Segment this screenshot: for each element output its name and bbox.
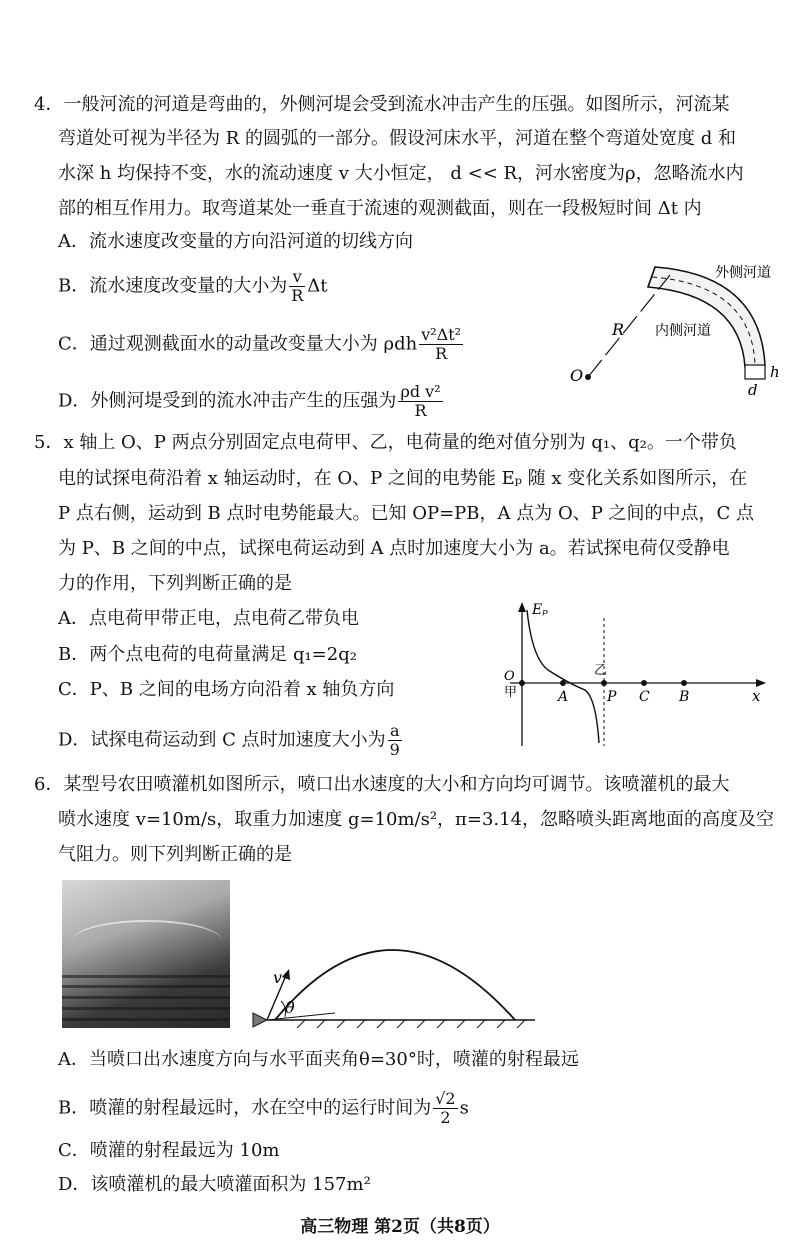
label-h: h — [770, 363, 780, 381]
numerator: a — [388, 722, 402, 741]
q5-option-c: C．P、B 之间的电场方向沿着 x 轴负方向 — [58, 679, 395, 700]
label-O: O — [504, 669, 515, 684]
q4-option-b-fraction — [289, 268, 305, 305]
denominator: 9 — [389, 740, 400, 759]
label-v: v — [273, 968, 283, 987]
label-O: O — [570, 366, 584, 385]
q5-option-b: B．两个点电荷的电荷量满足 q₁=2q₂ — [58, 644, 357, 665]
q4-option-c — [58, 326, 465, 363]
page-footer: 高三物理 第2页（共8页） — [300, 1217, 500, 1237]
q4-option-b — [58, 268, 328, 305]
label-C: C — [639, 689, 650, 705]
q6-line-3: 气阻力。则下列判断正确的是 — [58, 844, 292, 865]
q5-line-3: P 点右侧，运动到 B 点时电势能最大。已知 OP=PB，A 点为 O、P 之间的中点，C 点 — [58, 503, 755, 524]
point-A — [560, 680, 566, 686]
label-d: d — [748, 381, 758, 399]
label-outer: 外侧河道 — [715, 265, 771, 281]
q5-option-d-text: D．试探电荷运动到 C 点时加速度大小为 — [58, 729, 386, 751]
q4-option-c-text: C．通过观测截面水的动量改变量大小为 ρdh — [58, 333, 418, 355]
numerator: ρd v² — [400, 382, 441, 401]
label-R: R — [612, 320, 625, 339]
numerator: v — [289, 268, 305, 287]
q6-option-a: A．当喷口出水速度方向与水平面夹角θ=30°时，喷灌的射程最远 — [58, 1049, 579, 1070]
q4-option-d — [58, 383, 445, 420]
q4-line-2: 弯道处可视为半径为 R 的圆弧的一部分。假设河床水平，河道在整个弯道处宽度 d 和 — [58, 128, 736, 149]
point-B — [681, 680, 687, 686]
label-P: P — [607, 689, 617, 705]
q4-option-d-fraction — [398, 383, 442, 420]
denominator: R — [414, 401, 427, 420]
q4-line-1: 4．一般河流的河道是弯曲的，外侧河堤会受到流水冲击产生的压强。如图所示，河流某 — [34, 94, 730, 115]
label-yi: 乙 — [594, 663, 608, 678]
center-point — [585, 374, 591, 380]
q5-option-a: A．点电荷甲带正电，点电荷乙带负电 — [58, 608, 359, 629]
q6-option-b-text: B．喷灌的射程最远时，水在空中的运行时间为 — [58, 1097, 432, 1119]
q6-option-b — [58, 1090, 469, 1127]
denominator: R — [291, 286, 304, 305]
point-P — [601, 680, 607, 686]
label-jia: 甲 — [504, 685, 518, 700]
q5-line-2: 电的试探电荷沿着 x 轴运动时，在 O、P 之间的电势能 Eₚ 随 x 变化关系如图所示，在 — [58, 468, 748, 489]
denominator: R — [435, 344, 448, 363]
q4-option-b-text: B．流水速度改变量的大小为 — [58, 275, 288, 297]
q5-option-d-fraction — [388, 722, 402, 759]
label-theta: θ — [285, 998, 295, 1017]
label-inner: 内侧河道 — [655, 323, 711, 339]
q6-option-b-tail: s — [459, 1097, 469, 1119]
q4-option-b-tail: Δt — [307, 275, 328, 297]
label-B: B — [679, 689, 690, 705]
q5-line-4: 为 P、B 之间的中点，试探电荷运动到 A 点时加速度大小为 a。若试探电荷仅受静电 — [58, 538, 730, 559]
point-O — [519, 680, 525, 686]
q5-line-5: 力的作用，下列判断正确的是 — [58, 573, 292, 594]
q4-option-d-text: D．外侧河堤受到的流水冲击产生的压强为 — [58, 390, 397, 412]
q6-option-b-fraction — [433, 1090, 457, 1127]
label-A: A — [558, 689, 569, 705]
ep-curve — [527, 610, 599, 743]
river-channel — [648, 267, 765, 367]
trajectory — [275, 950, 515, 1020]
point-C — [641, 680, 647, 686]
ground-hatching — [297, 1020, 525, 1028]
q4-option-c-fraction — [419, 326, 463, 363]
velocity-arrowhead — [282, 969, 290, 980]
projectile-figure — [245, 925, 545, 1035]
numerator: √2 — [435, 1089, 456, 1108]
q5-option-d — [58, 722, 404, 759]
q4-line-4: 部的相互作用力。取弯道某处一垂直于流速的观测截面，则在一段极短时间 Δt 内 — [58, 198, 702, 219]
nozzle-icon — [253, 1013, 267, 1027]
q5-line-1: 5．x 轴上 O、P 两点分别固定点电荷甲、乙，电荷量的绝对值分别为 q₁、q₂。一个带负 — [34, 432, 737, 453]
label-x: x — [752, 687, 761, 705]
cross-section — [745, 365, 765, 379]
q4-line-3: 水深 h 均保持不变，水的流动速度 v 大小恒定， d << R，河水密度为ρ，忽略流水内 — [58, 163, 744, 184]
label-Ep: Eₚ — [532, 602, 548, 618]
river-bend-figure — [560, 255, 790, 405]
numerator: v²Δt² — [421, 325, 462, 344]
denominator: 2 — [440, 1108, 451, 1127]
sprinkler-photo — [62, 880, 230, 1028]
q6-option-d: D．该喷灌机的最大喷灌面积为 157m² — [58, 1174, 371, 1195]
q4-option-a: A．流水速度改变量的方向沿河道的切线方向 — [58, 231, 413, 252]
q6-line-1: 6．某型号农田喷灌机如图所示，喷口出水速度的大小和方向均可调节。该喷灌机的最大 — [34, 774, 730, 795]
ep-graph-figure — [500, 598, 780, 750]
ep-axis-arrow — [518, 602, 526, 612]
x-axis-arrow — [756, 679, 766, 687]
q6-line-2: 喷水速度 v=10m/s，取重力加速度 g=10m/s²，π=3.14，忽略喷头距离地面的高度及空 — [58, 809, 775, 830]
q6-option-c: C．喷灌的射程最远为 10m — [58, 1140, 280, 1161]
